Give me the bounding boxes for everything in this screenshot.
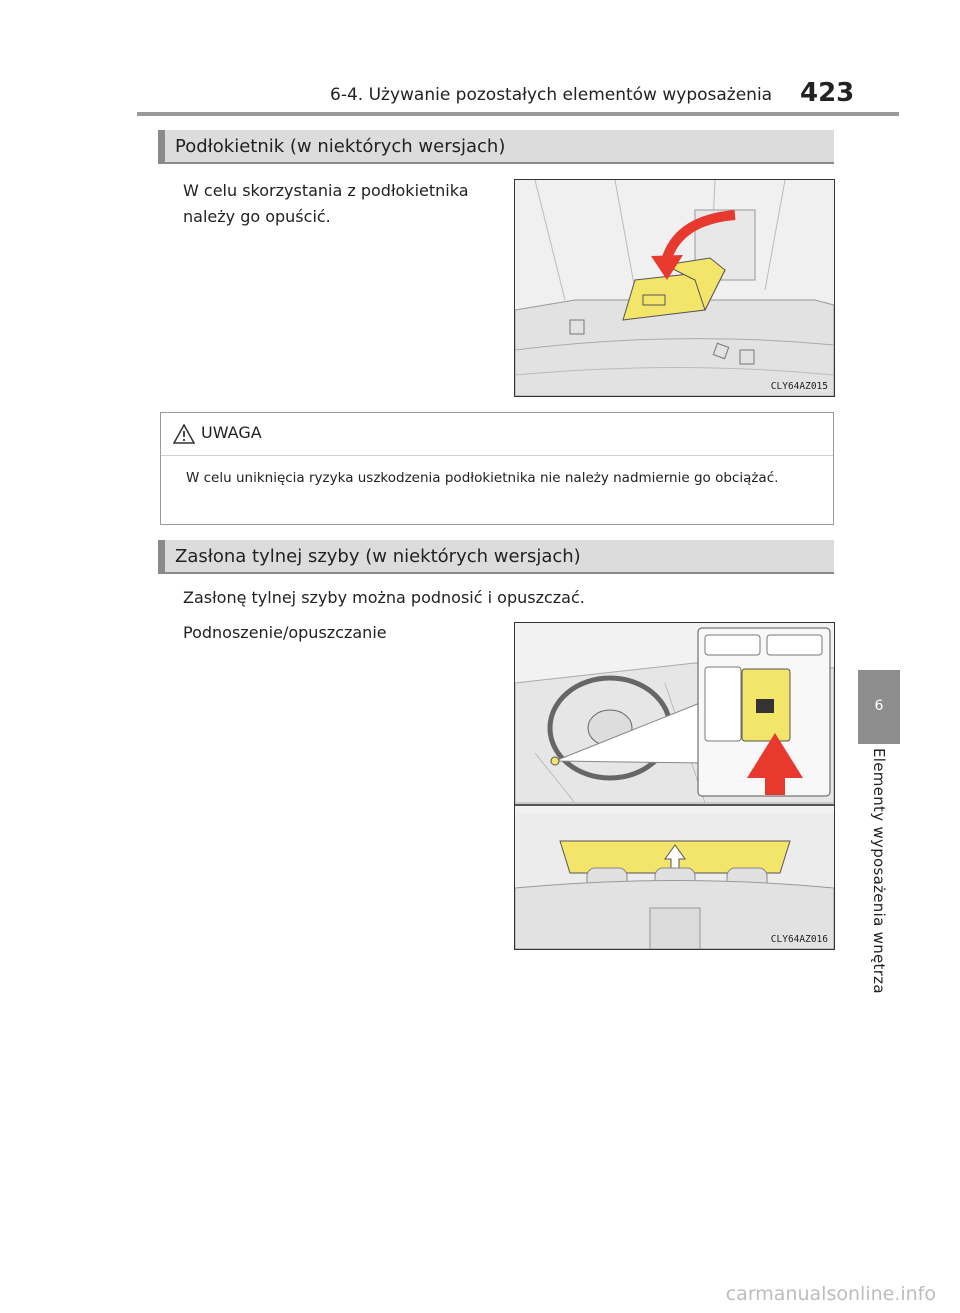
section-heading-armrest <box>158 130 834 164</box>
section-title: Podłokietnik (w niektórych wersjach) <box>175 136 506 157</box>
watermark: carmanualsonline.info <box>725 1283 936 1305</box>
warning-box <box>160 412 834 525</box>
warning-header <box>173 423 262 444</box>
section-title: Zasłona tylnej szyby (w niektórych wersjach) <box>175 546 581 567</box>
warning-label: UWAGA <box>201 423 262 442</box>
rear-shade-illustration <box>514 622 835 950</box>
figure-code: CLY64AZ015 <box>770 381 828 392</box>
rear-shade-subheading: Podnoszenie/opuszczanie <box>183 623 387 642</box>
header-section-title: 6-4. Używanie pozostałych elementów wyposażenia <box>330 85 773 105</box>
header-divider <box>137 112 899 116</box>
armrest-text-line2: należy go opuścić. <box>183 207 331 226</box>
rear-shade-text: Zasłonę tylnej szyby można podnosić i opuszczać. <box>183 588 585 607</box>
armrest-drawing <box>515 180 834 396</box>
warning-divider <box>161 455 833 456</box>
figure-code: CLY64AZ016 <box>770 934 828 945</box>
warning-triangle-icon <box>173 424 195 444</box>
armrest-text-line1: W celu skorzystania z podłokietnika <box>183 181 469 200</box>
rear-shade-drawing <box>515 623 834 949</box>
armrest-illustration <box>514 179 835 397</box>
chapter-tab <box>858 670 900 744</box>
chapter-number: 6 <box>874 698 884 714</box>
warning-text: W celu uniknięcia ryzyka uszkodzenia podłokietnika nie należy nadmiernie go obciążać. <box>186 470 779 486</box>
chapter-title: Elementy wyposażenia wnętrza <box>870 748 888 994</box>
page-number: 423 <box>800 78 855 108</box>
section-heading-rear-shade <box>158 540 834 574</box>
